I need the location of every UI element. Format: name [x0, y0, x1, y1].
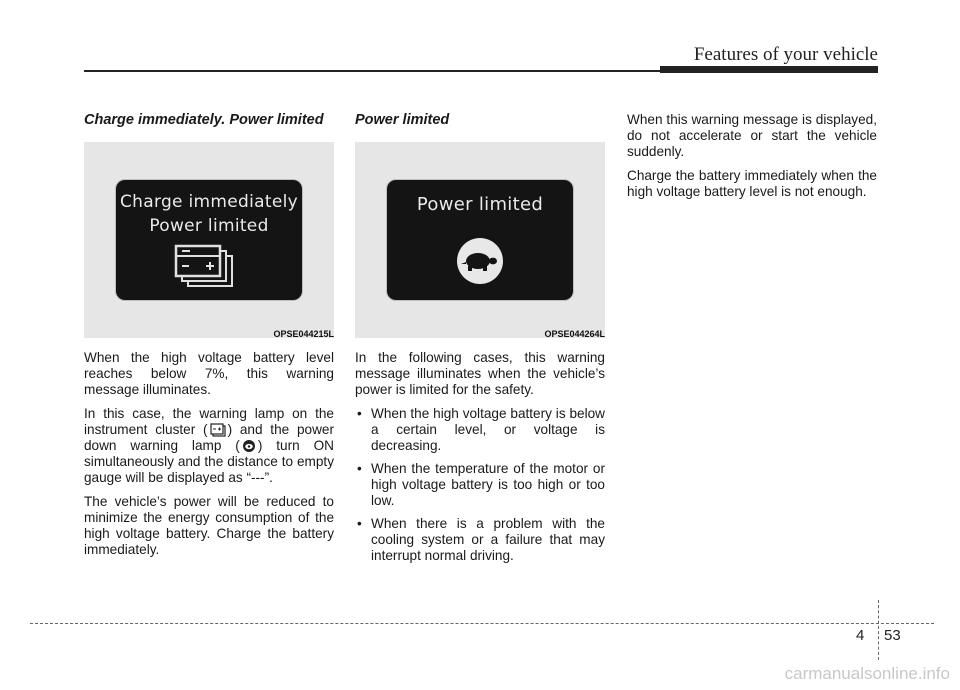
cluster-screen [116, 180, 302, 300]
paragraph: Charge the battery immediately when the high voltage battery level is not enough. [627, 168, 877, 199]
header-title: Features of your vehicle [693, 44, 878, 65]
list-item: • When there is a problem with the cooling system or a failure that may interrupt normal driving. [355, 516, 605, 564]
paragraph: In the following cases, this warning message illuminates when the vehicle’s power is limited for the safety. [355, 350, 605, 397]
column-guidance [627, 112, 877, 208]
bullet-list [355, 406, 605, 564]
text-span: In this case, the warning lamp on the instrument cluster ( [84, 406, 334, 437]
column-charge-immediately [84, 112, 334, 566]
header-rule [84, 70, 660, 72]
screen-line-1: Power limited [416, 194, 544, 215]
paragraph [84, 406, 334, 486]
turtle-icon [455, 236, 505, 286]
figure-charge-immediately [84, 142, 334, 338]
paragraph: The vehicle’s power will be reduced to minimize the energy consumption of the high voltage battery. Charge the battery immediately. [84, 494, 334, 557]
screen-line-1: Charge immediately [120, 192, 298, 212]
page-number: 53 [884, 627, 901, 644]
paragraph: When the high voltage battery level reaches below 7%, this warning message illuminates. [84, 350, 334, 397]
list-item: • When the temperature of the motor or high voltage battery is too high or too low. [355, 461, 605, 509]
list-item: • When the high voltage battery is below a certain level, or voltage is decreasing. [355, 406, 605, 454]
text-span: ) turn ON simultaneously and the distance to empty gauge will be displayed as “---”. [84, 438, 334, 485]
figure-code: OPSE044215L [273, 329, 334, 339]
footer-rule [30, 623, 934, 624]
column-power-limited [355, 112, 605, 571]
header-bar [660, 66, 878, 73]
battery-icon [210, 423, 226, 437]
battery-icon [174, 244, 244, 290]
power-down-icon [242, 439, 256, 453]
text-span: ) and the power down warning lamp ( [84, 422, 334, 453]
figure-code: OPSE044264L [544, 329, 605, 339]
footer-divider [878, 600, 879, 660]
chapter-number: 4 [856, 627, 865, 644]
watermark: carmanualsonline.info [784, 664, 950, 683]
paragraph: When this warning message is displayed, do not accelerate or start the vehicle suddenly. [627, 112, 877, 159]
section-heading-power-limited: Power limited [355, 112, 450, 128]
figure-power-limited [355, 142, 605, 338]
cluster-screen [387, 180, 573, 300]
section-heading-charge: Charge immediately. Power limited [84, 112, 324, 128]
screen-line-2: Power limited [149, 216, 269, 236]
